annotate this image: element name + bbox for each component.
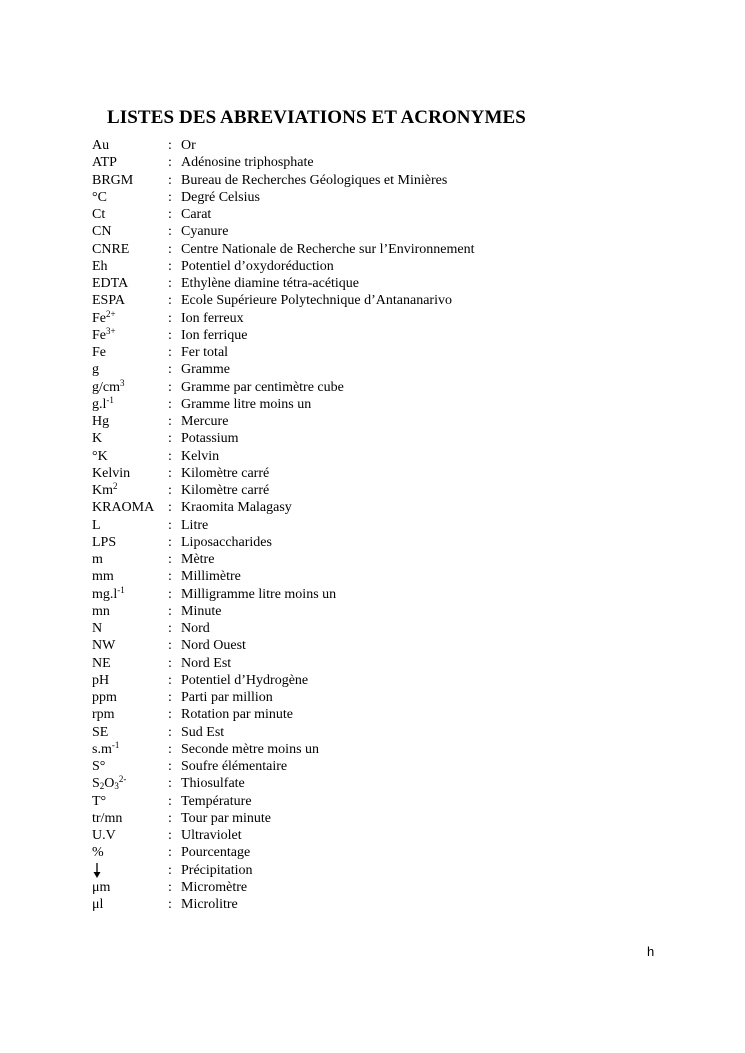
abbreviation-term: NE bbox=[92, 655, 111, 671]
abbreviation-definition: Gramme litre moins un bbox=[181, 396, 312, 412]
abbreviation-definition: Or bbox=[181, 138, 196, 153]
separator-colon: : bbox=[168, 759, 172, 774]
separator-colon: : bbox=[168, 448, 172, 464]
abbreviation-definition: Température bbox=[181, 793, 252, 809]
abbreviation-term: mn bbox=[92, 603, 110, 619]
abbreviation-term: Eh bbox=[92, 258, 108, 274]
separator-colon: : bbox=[168, 396, 172, 412]
abbreviation-term: SE bbox=[92, 724, 109, 740]
separator-colon: : bbox=[168, 465, 172, 481]
abbreviation-definition: Gramme bbox=[181, 362, 230, 378]
abbreviation-definition: Fer total bbox=[181, 345, 229, 360]
abbreviation-definition: Kelvin bbox=[181, 448, 220, 464]
abbreviation-term: Fe bbox=[92, 345, 106, 360]
separator-colon: : bbox=[168, 655, 172, 671]
abbreviation-definition: Potentiel d’oxydoréduction bbox=[181, 258, 334, 274]
abbreviation-term: °C bbox=[92, 189, 107, 205]
abbreviation-term: μm bbox=[92, 879, 111, 895]
separator-colon: : bbox=[168, 897, 172, 912]
separator-colon: : bbox=[168, 241, 172, 257]
separator-colon: : bbox=[168, 862, 172, 878]
separator-colon: : bbox=[168, 707, 172, 723]
abbreviation-term: ATP bbox=[92, 155, 117, 171]
abbreviation-term: $g.l^{-1}$ bbox=[92, 394, 114, 412]
abbreviation-definition: Cyanure bbox=[181, 224, 229, 240]
abbreviation-term: EDTA bbox=[92, 276, 129, 291]
abbreviation-definition: Précipitation bbox=[181, 862, 253, 878]
separator-colon: : bbox=[168, 517, 172, 533]
abbreviation-term: NW bbox=[92, 638, 116, 654]
abbreviation-term: CNRE bbox=[92, 241, 130, 257]
abbreviation-definition: Millimètre bbox=[181, 569, 241, 585]
separator-colon: : bbox=[168, 793, 172, 809]
abbreviation-term: pH bbox=[92, 672, 110, 688]
page-title: LISTES DES ABREVIATIONS ET ACRONYMES bbox=[107, 107, 526, 128]
abbreviation-term: KRAOMA bbox=[92, 500, 155, 516]
abbreviation-term: Km$^2$ bbox=[92, 481, 118, 498]
abbreviation-definition: Micromètre bbox=[181, 879, 248, 895]
page-number: h bbox=[647, 944, 655, 959]
separator-colon: : bbox=[168, 276, 172, 291]
abbreviation-definition: Potentiel d’Hydrogène bbox=[181, 672, 309, 688]
separator-colon: : bbox=[168, 189, 172, 205]
abbreviation-definition: Litre bbox=[181, 517, 209, 533]
abbreviation-term: L bbox=[92, 517, 101, 533]
abbreviation-definition: Mercure bbox=[181, 414, 229, 429]
separator-colon: : bbox=[168, 741, 172, 757]
separator-colon: : bbox=[168, 690, 172, 705]
separator-colon: : bbox=[168, 483, 172, 498]
abbreviation-term: m bbox=[92, 552, 103, 567]
abbreviation-term: $s.m^{-1}$ bbox=[92, 739, 120, 757]
abbreviation-definition: Pourcentage bbox=[181, 845, 251, 861]
abbreviation-term: K bbox=[92, 431, 103, 447]
abbreviation-term: U.V bbox=[92, 828, 116, 843]
abbreviation-term: N bbox=[92, 621, 103, 636]
separator-colon: : bbox=[168, 845, 172, 861]
separator-colon: : bbox=[168, 431, 172, 447]
abbreviation-definition: Potassium bbox=[181, 431, 239, 447]
separator-colon: : bbox=[168, 327, 172, 343]
abbreviation-definition: Kilomètre carré bbox=[181, 465, 270, 481]
abbreviation-definition: Ion ferrique bbox=[181, 327, 248, 343]
abbreviation-definition: Parti par million bbox=[181, 690, 273, 705]
abbreviation-term: rpm bbox=[92, 707, 115, 723]
abbreviation-definition: Ion ferreux bbox=[181, 310, 244, 326]
abbreviation-term: Ct bbox=[92, 207, 106, 222]
separator-colon: : bbox=[168, 603, 172, 619]
separator-colon: : bbox=[168, 586, 172, 602]
abbreviation-definition: Rotation par minute bbox=[181, 707, 293, 723]
separator-colon: : bbox=[168, 810, 172, 826]
abbreviation-definition: Milligramme litre moins un bbox=[181, 586, 337, 602]
abbreviation-definition: Kilomètre carré bbox=[181, 483, 270, 498]
down-arrow-icon bbox=[92, 862, 102, 879]
separator-colon: : bbox=[168, 293, 172, 309]
abbreviation-definition: Sud Est bbox=[181, 724, 225, 740]
abbreviation-term: ESPA bbox=[92, 293, 125, 309]
abbreviation-term: LPS bbox=[92, 534, 117, 550]
abbreviation-definition: Soufre élémentaire bbox=[181, 759, 288, 774]
abbreviation-term: Kelvin bbox=[92, 465, 131, 481]
abbreviation-definition: Ethylène diamine tétra-acétique bbox=[181, 276, 360, 291]
abbreviation-term: $mg.l^{-1}$ bbox=[92, 584, 125, 602]
abbreviation-term: T° bbox=[92, 793, 107, 809]
separator-colon: : bbox=[168, 345, 172, 360]
abbreviation-definition: Adénosine triphosphate bbox=[181, 155, 314, 171]
abbreviation-term: S° bbox=[92, 759, 106, 774]
separator-colon: : bbox=[168, 569, 172, 585]
abbreviation-definition: Liposaccharides bbox=[181, 534, 272, 550]
abbreviation-term: % bbox=[92, 845, 104, 861]
abbreviation-term: g bbox=[92, 362, 99, 378]
abbreviation-term: $S_2O_3^{2-}$ bbox=[92, 774, 127, 792]
separator-colon: : bbox=[168, 638, 172, 654]
abbreviation-term: Hg bbox=[92, 414, 110, 429]
abbreviation-definition: Carat bbox=[181, 207, 212, 222]
separator-colon: : bbox=[168, 310, 172, 326]
abbreviation-definition: Thiosulfate bbox=[181, 776, 245, 792]
separator-colon: : bbox=[168, 207, 172, 222]
separator-colon: : bbox=[168, 224, 172, 240]
separator-colon: : bbox=[168, 621, 172, 636]
abbreviation-definition: Microlitre bbox=[181, 897, 238, 912]
separator-colon: : bbox=[168, 552, 172, 567]
abbreviation-definition: Bureau de Recherches Géologiques et Minières bbox=[181, 172, 448, 188]
separator-colon: : bbox=[168, 379, 172, 395]
separator-colon: : bbox=[168, 155, 172, 171]
abbreviation-definition: Tour par minute bbox=[181, 810, 271, 826]
abbreviation-definition: Nord bbox=[181, 621, 210, 636]
abbreviation-term: CN bbox=[92, 224, 112, 240]
separator-colon: : bbox=[168, 414, 172, 429]
abbreviation-definition: Nord Ouest bbox=[181, 638, 246, 654]
abbreviation-definition: Ecole Supérieure Polytechnique d’Antananarivo bbox=[181, 293, 452, 309]
abbreviation-term: Au bbox=[92, 138, 110, 153]
abbreviation-definition: Centre Nationale de Recherche sur l’Environnement bbox=[181, 241, 475, 257]
abbreviation-definition: Ultraviolet bbox=[181, 828, 242, 843]
abbreviation-term: tr/mn bbox=[92, 810, 123, 826]
separator-colon: : bbox=[168, 776, 172, 792]
abbreviation-definition: Seconde mètre moins un bbox=[181, 741, 320, 757]
abbreviation-definition: Kraomita Malagasy bbox=[181, 500, 292, 516]
abbreviation-definition: Degré Celsius bbox=[181, 189, 260, 205]
abbreviation-definition: Minute bbox=[181, 603, 222, 619]
separator-colon: : bbox=[168, 172, 172, 188]
separator-colon: : bbox=[168, 724, 172, 740]
separator-colon: : bbox=[168, 258, 172, 274]
separator-colon: : bbox=[168, 362, 172, 378]
separator-colon: : bbox=[168, 672, 172, 688]
separator-colon: : bbox=[168, 138, 172, 153]
abbreviation-definition: Gramme par centimètre cube bbox=[181, 379, 344, 395]
abbreviation-term: BRGM bbox=[92, 172, 134, 188]
separator-colon: : bbox=[168, 879, 172, 895]
separator-colon: : bbox=[168, 500, 172, 516]
abbreviation-definition: Mètre bbox=[181, 552, 215, 567]
abbreviation-term: °K bbox=[92, 448, 108, 464]
abbreviation-term: $g/cm^3$ bbox=[92, 377, 125, 395]
abbreviation-term: $Fe^{2+}$ bbox=[92, 308, 116, 326]
separator-colon: : bbox=[168, 534, 172, 550]
abbreviation-term: μl bbox=[92, 897, 104, 912]
separator-colon: : bbox=[168, 828, 172, 843]
abbreviation-term: ppm bbox=[92, 690, 117, 705]
abbreviation-term: $Fe^{3+}$ bbox=[92, 325, 116, 343]
abbreviation-term: mm bbox=[92, 569, 114, 585]
abbreviation-definition: Nord Est bbox=[181, 655, 232, 671]
